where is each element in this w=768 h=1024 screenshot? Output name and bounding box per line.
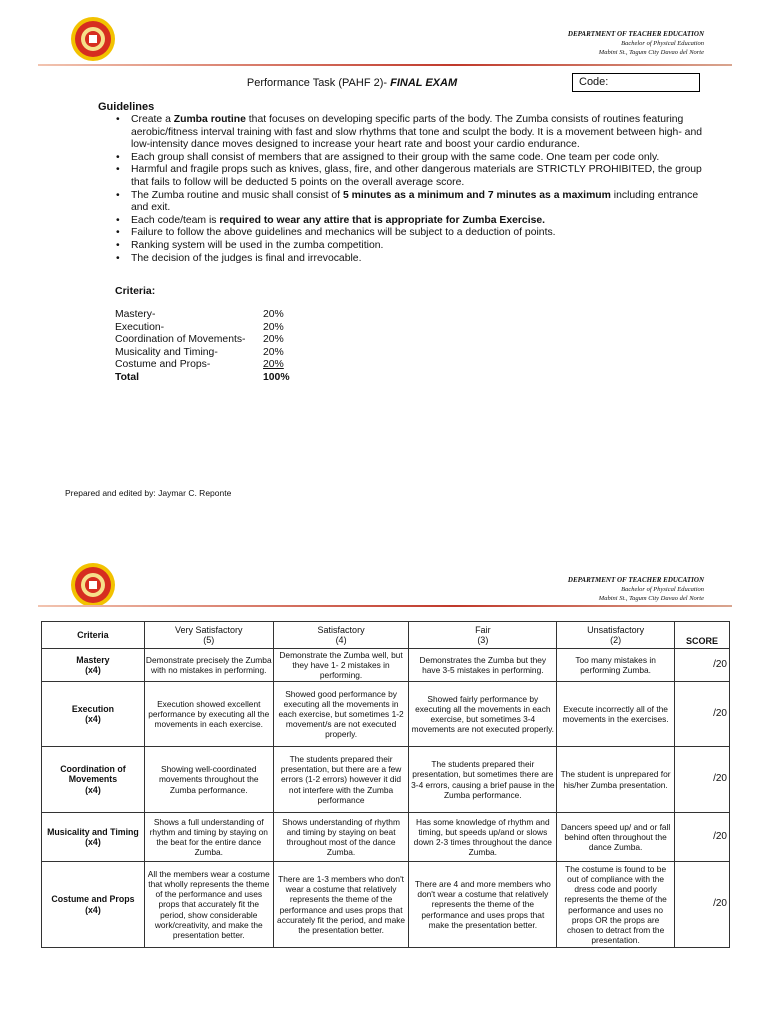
rubric-header-title: Satisfactory bbox=[317, 624, 365, 635]
rubric-header-points: (3) bbox=[477, 635, 489, 645]
criteria-name: Costume and Props- bbox=[115, 359, 211, 370]
criterion-weight: (x4) bbox=[85, 904, 101, 915]
rubric-criterion bbox=[42, 813, 145, 862]
criterion-name: Execution bbox=[71, 703, 114, 714]
rubric-descriptor-s: Showed good performance by executing all the movements in each exercise, but sometimes 1-2 movement/s are not executed properly. bbox=[273, 682, 409, 747]
university-seal-logo bbox=[70, 562, 116, 608]
rubric-row bbox=[42, 813, 730, 862]
rubric-descriptor-f: Showed fairly performance by executing all the movements in each exercise, but sometimes 3-4 movements are not executed properly. bbox=[409, 682, 557, 747]
rubric-descriptor-f: The students prepared their presentation, but sometimes there are 3-4 errors, causing a brief pause in the Zumba performance. bbox=[409, 747, 557, 813]
rubric-header-cell bbox=[42, 622, 145, 649]
rubric-score: /20 bbox=[675, 862, 730, 948]
rubric-header-points: (2) bbox=[610, 635, 622, 645]
department-header bbox=[568, 576, 704, 603]
rubric-header-cell bbox=[557, 622, 675, 649]
criteria-name: Coordination of Movements- bbox=[115, 334, 246, 345]
header-divider bbox=[38, 605, 732, 607]
criteria-heading: Criteria: bbox=[115, 285, 156, 297]
rubric-header-cell bbox=[675, 622, 730, 649]
criteria-percent: 20% bbox=[263, 334, 284, 345]
criteria-name: Mastery- bbox=[115, 309, 156, 320]
rubric-descriptor-vs: Demonstrate precisely the Zumba with no mistakes in performing. bbox=[144, 649, 273, 682]
rubric-header-title: Criteria bbox=[77, 629, 109, 640]
guidelines-list bbox=[115, 114, 705, 265]
code-box: Code: bbox=[572, 73, 700, 92]
criteria-weights-table bbox=[115, 309, 290, 384]
guideline-item bbox=[115, 240, 705, 253]
address: Mabini St., Tagum City Davao del Norte bbox=[598, 49, 704, 56]
rubric-descriptor-f: Demonstrates the Zumba but they have 3-5 mistakes in performing. bbox=[409, 649, 557, 682]
header-divider bbox=[38, 64, 732, 66]
rubric-descriptor-u: The costume is found to be out of compliance with the dress code and poorly represents the theme of the performance and uses no props OR the props are chosen to detract from the presentation. bbox=[557, 862, 675, 948]
criteria-percent: 20% bbox=[263, 359, 284, 370]
criterion-name: Coordination of Movements bbox=[60, 764, 126, 785]
guideline-text-pre: Create a bbox=[131, 114, 174, 125]
criteria-name: Execution- bbox=[115, 321, 165, 333]
rubric-score: /20 bbox=[675, 682, 730, 747]
rubric-descriptor-s: The students prepared their presentation, but there are a few errors (1-2 errors) however it did not interfere with the Zumba performance bbox=[273, 747, 409, 813]
rubric-descriptor-f: Has some knowledge of rhythm and timing, but speeds up/and or slows down 2-3 times throughout the dance Zumba. bbox=[409, 813, 557, 862]
guideline-text-bold: 5 minutes as a minimum and 7 minutes as a maximum bbox=[342, 189, 611, 201]
rubric-descriptor-vs: All the members wear a costume that wholly represents the theme of the performance and uses props that accurately fit the period, show considerable work/creativity, and make the presentation better. bbox=[144, 862, 273, 948]
criteria-weight-row bbox=[115, 347, 290, 360]
rubric-descriptor-u: Execute incorrectly all of the movements in the exercises. bbox=[557, 682, 675, 747]
rubric-criterion bbox=[42, 862, 145, 948]
criterion-weight: (x4) bbox=[85, 837, 101, 847]
rubric-descriptor-vs: Showing well-coordinated movements throughout the Zumba performance. bbox=[144, 747, 273, 813]
criterion-weight: (x4) bbox=[85, 665, 101, 675]
total-label: Total bbox=[115, 371, 140, 383]
guideline-text-bold: Zumba routine bbox=[173, 114, 246, 125]
guideline-text-post: including entrance and exit. bbox=[131, 189, 699, 214]
criterion-name: Costume and Props bbox=[51, 894, 135, 905]
page-2 bbox=[0, 552, 768, 1024]
rubric-descriptor-u: Dancers speed up/ and or fall behind often throughout the dance Zumba. bbox=[557, 813, 675, 862]
rubric-score: /20 bbox=[675, 813, 730, 862]
criteria-percent: 20% bbox=[263, 309, 284, 320]
department-name: DEPARTMENT OF TEACHER EDUCATION bbox=[567, 30, 704, 38]
department-name: DEPARTMENT OF TEACHER EDUCATION bbox=[567, 576, 704, 584]
rubric-header-title: Very Satisfactory bbox=[175, 624, 243, 635]
rubric-descriptor-u: The student is unprepared for his/her Zumba presentation. bbox=[557, 747, 675, 813]
rubric-descriptor-vs: Shows a full understanding of rhythm and timing by staying on the beat for the entire dance Zumba. bbox=[144, 813, 273, 862]
rubric-row bbox=[42, 747, 730, 813]
prepared-by: Prepared and edited by: Jaymar C. Reponte bbox=[65, 488, 232, 498]
total-percent: 100% bbox=[263, 371, 290, 383]
rubric-row bbox=[42, 649, 730, 682]
guideline-item bbox=[115, 215, 705, 228]
task-title-text: Performance Task (PAHF 2)- bbox=[246, 77, 388, 89]
rubric-criterion bbox=[42, 682, 145, 747]
rubric-descriptor-f: There are 4 and more members who don't wear a costume that relatively represents the theme of the performance and uses props that make the presentation better. bbox=[409, 862, 557, 948]
guideline-item bbox=[115, 253, 705, 266]
program-name: Bachelor of Physical Education bbox=[621, 586, 704, 593]
address: Mabini St., Tagum City Davao del Norte bbox=[598, 595, 704, 602]
rubric-criterion bbox=[42, 747, 145, 813]
criteria-percent: 20% bbox=[263, 321, 284, 333]
program-name: Bachelor of Physical Education bbox=[621, 40, 704, 47]
university-seal-logo bbox=[70, 16, 116, 62]
guideline-text-pre: The decision of the judges is final and irrevocable. bbox=[131, 252, 362, 264]
guideline-item bbox=[115, 164, 705, 189]
criteria-percent: 20% bbox=[263, 346, 284, 358]
rubric-header-cell bbox=[409, 622, 557, 649]
criteria-weight-row bbox=[115, 309, 290, 322]
guideline-text-pre: Ranking system will be used in the zumba competition. bbox=[131, 239, 384, 251]
criteria-weight-row bbox=[115, 359, 290, 372]
rubric-score: /20 bbox=[675, 649, 730, 682]
rubric-header-cell bbox=[144, 622, 273, 649]
rubric-header-points: (5) bbox=[203, 635, 215, 645]
guideline-item bbox=[115, 227, 705, 240]
rubric-row bbox=[42, 862, 730, 948]
criteria-weight-row bbox=[115, 334, 290, 347]
department-header bbox=[568, 30, 704, 57]
guideline-item bbox=[115, 152, 705, 165]
task-title-emphasis: FINAL EXAM bbox=[390, 77, 458, 89]
rubric-score: /20 bbox=[675, 747, 730, 813]
criteria-weight-row bbox=[115, 322, 290, 335]
rubric-header-points: (4) bbox=[335, 635, 347, 645]
criterion-weight: (x4) bbox=[85, 784, 101, 795]
guidelines-heading: Guidelines bbox=[98, 101, 155, 113]
rubric-criterion bbox=[42, 649, 145, 682]
rubric-header-title: SCORE bbox=[686, 635, 719, 646]
guideline-text-pre: The Zumba routine and music shall consist of bbox=[131, 189, 343, 201]
criterion-name: Mastery bbox=[76, 654, 110, 665]
criterion-name: Musicality and Timing bbox=[47, 826, 139, 837]
guideline-text-pre: Each group shall consist of members that are assigned to their group with the same code. One team per code only. bbox=[131, 151, 660, 163]
guideline-item bbox=[115, 190, 705, 215]
rubric-header-title: Unsatisfactory bbox=[587, 624, 645, 635]
criterion-weight: (x4) bbox=[85, 714, 101, 724]
rubric-header-row bbox=[42, 622, 730, 649]
rubric-descriptor-vs: Execution showed excellent performance by executing all the movements in each exercise. bbox=[144, 682, 273, 747]
rubric-row bbox=[42, 682, 730, 747]
guideline-text-pre: Harmful and fragile props such as knives, glass, fire, and other dangerous materials are STRICTLY PROHIBITED, the group that fails to follow will be deducted 5 points on the overall average score. bbox=[131, 164, 702, 188]
guideline-text-pre: Failure to follow the above guidelines and mechanics will be subject to a deduction of points. bbox=[131, 227, 556, 239]
rubric-table bbox=[41, 621, 730, 948]
criteria-name: Musicality and Timing- bbox=[115, 346, 218, 358]
rubric-header-title: Fair bbox=[475, 624, 491, 635]
guideline-text-bold: required to wear any attire that is appropriate for Zumba Exercise. bbox=[219, 214, 546, 226]
guideline-item bbox=[115, 114, 705, 152]
rubric-header-cell bbox=[273, 622, 409, 649]
criteria-total-row bbox=[115, 372, 290, 385]
guideline-text-post: that focuses on developing specific parts of the body. The Zumba consists of routines featuring aerobic/fitness interval training with fast and slow rhythms that tone and sculpt the body. It is a movement between high- and low-intensity dance moves designed to increase your heart rate and boost your cardio endurance. bbox=[131, 114, 703, 151]
rubric-descriptor-s: Shows understanding of rhythm and timing by staying on beat throughout most of the dance Zumba. bbox=[273, 813, 409, 862]
rubric-descriptor-s: Demonstrate the Zumba well, but they have 1- 2 mistakes in performing. bbox=[273, 649, 409, 682]
guideline-text-pre: Each code/team is bbox=[131, 214, 220, 226]
rubric-descriptor-u: Too many mistakes in performing Zumba. bbox=[557, 649, 675, 682]
rubric-descriptor-s: There are 1-3 members who don't wear a costume that relatively represents the theme of the performance and uses props that accurately fit the period, and make the presentation better. bbox=[273, 862, 409, 948]
